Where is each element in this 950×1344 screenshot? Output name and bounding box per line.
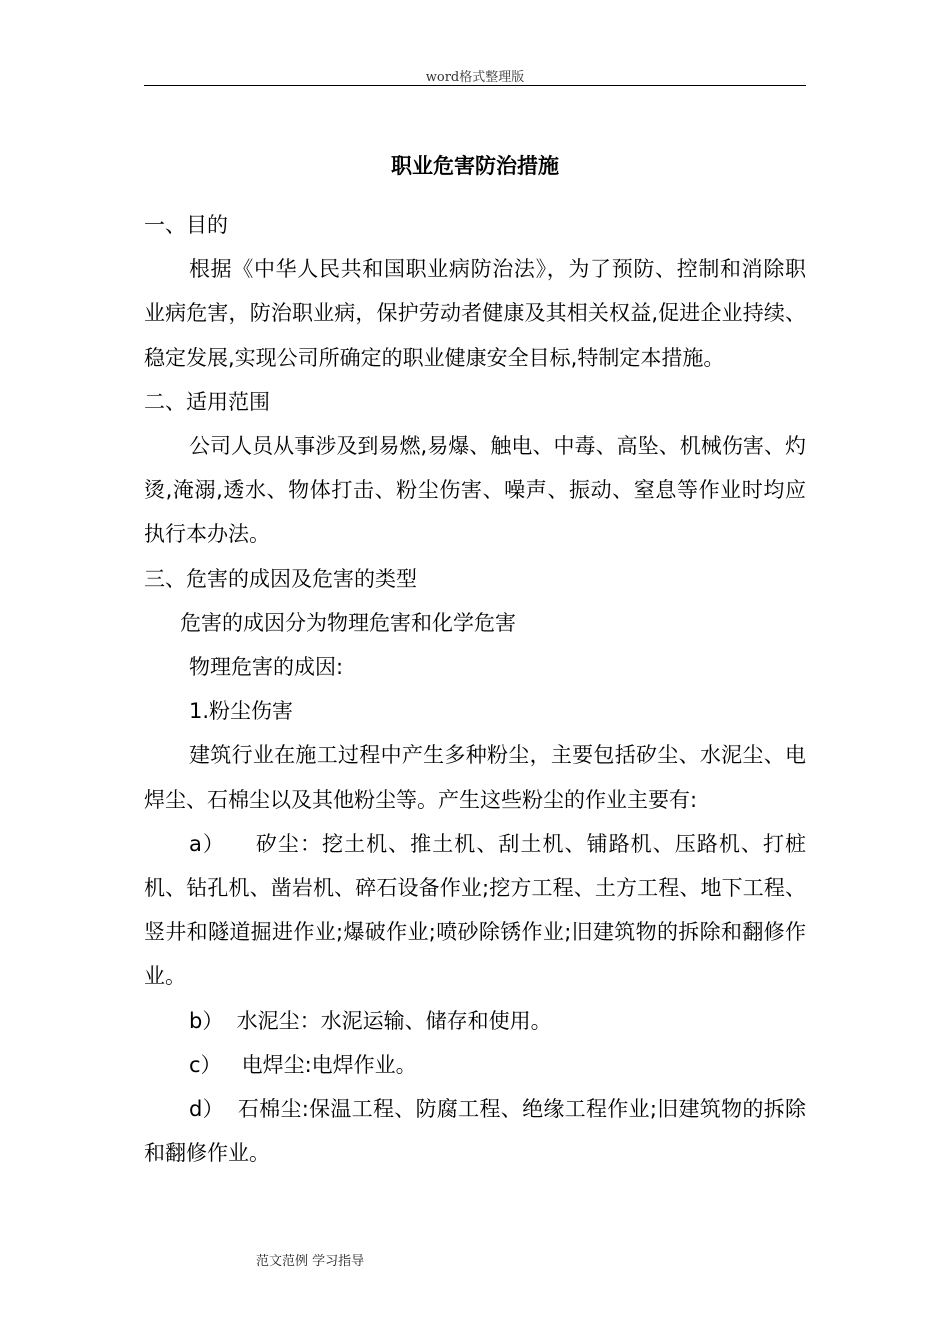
list-item: c） 电焊尘:电焊作业。 (189, 1052, 417, 1077)
page-footer: 范文范例 学习指导 (256, 1254, 365, 1269)
document-title: 职业危害防治措施 (391, 154, 559, 178)
paragraph: 危害的成因分为物理危害和化学危害 (180, 610, 516, 635)
paragraph: 建筑行业在施工过程中产生多种粉尘，主要包括矽尘、水泥尘、电焊尘、石棉尘以及其他粉尘等。产生这些粉尘的作业主要有: (144, 743, 806, 812)
section-heading: 一、目的 (144, 213, 228, 237)
paragraph: 物理危害的成因: (189, 655, 344, 680)
document-body (144, 203, 806, 1175)
subsection-heading: 1.粉尘伤害 (189, 699, 294, 724)
list-item: d） 石棉尘:保温工程、防腐工程、绝缘工程作业;旧建筑物的拆除和翻修作业。 (144, 1097, 806, 1166)
paragraph: 公司人员从事涉及到易燃,易爆、触电、中毒、高坠、机械伤害、灼烫,淹溺,透水、物体打击、粉尘伤害、噪声、振动、窒息等作业时均应执行本办法。 (144, 434, 806, 547)
list-item: a） 矽尘：挖土机、推土机、刮土机、铺路机、压路机、打桩机、钻孔机、凿岩机、碎石设备作业;挖方工程、土方工程、地下工程、竖井和隧道掘进作业;爆破作业;喷砂除锈作业;旧建筑物的拆除和翻修作业。 (144, 831, 806, 989)
section-heading: 三、危害的成因及危害的类型 (144, 566, 417, 591)
page-header: word格式整理版 (425, 70, 525, 85)
list-item: b） 水泥尘：水泥运输、储存和使用。 (189, 1008, 552, 1033)
header-divider (144, 85, 806, 86)
paragraph: 根据《中华人民共和国职业病防治法》，为了预防、控制和消除职业病危害，防治职业病，保护劳动者健康及其相关权益,促进企业持续、稳定发展,实现公司所确定的职业健康安全目标,特制定本措施。 (144, 257, 806, 370)
section-heading: 二、适用范围 (144, 389, 270, 414)
